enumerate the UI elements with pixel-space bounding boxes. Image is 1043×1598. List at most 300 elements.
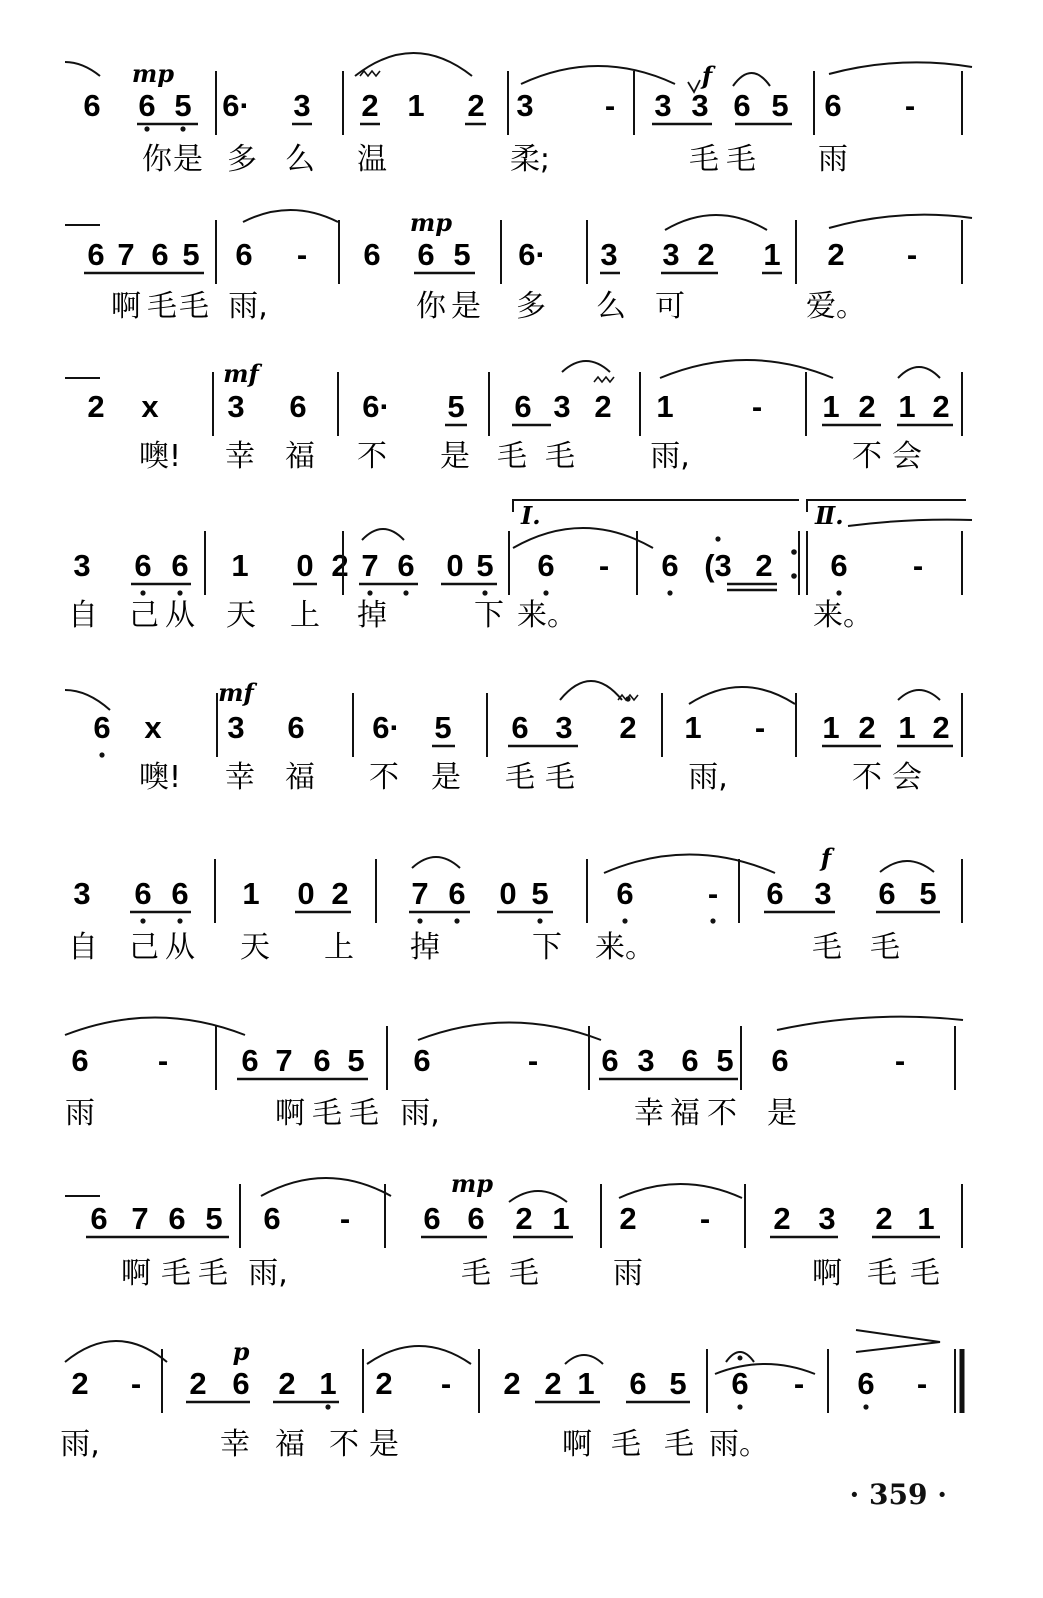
note: -	[157, 1043, 169, 1078]
lyric-syllable: 下	[532, 930, 562, 965]
note: 1	[917, 1201, 935, 1236]
note: 6	[171, 548, 189, 583]
lyric-syllable: 柔;	[509, 142, 551, 177]
note: 1	[898, 710, 916, 745]
note: 1	[822, 710, 840, 745]
note: 6	[681, 1043, 699, 1078]
octave-dot-low	[863, 1404, 868, 1409]
lyric-syllable: 雨,	[400, 1096, 440, 1131]
note: 6	[232, 1366, 250, 1401]
slur-arc	[829, 62, 972, 74]
slur-arc	[689, 687, 795, 704]
octave-dot-low	[325, 1404, 330, 1409]
lyric-syllable: 噢!	[138, 439, 182, 474]
note: 6	[878, 876, 896, 911]
note: 6	[313, 1043, 331, 1078]
octave-dot-low	[140, 918, 145, 923]
note: 6	[537, 548, 555, 583]
volta-label: Ⅰ.	[521, 501, 541, 530]
note: 3	[600, 237, 618, 272]
note: 6	[83, 88, 101, 123]
note: 6	[413, 1043, 431, 1078]
lyric-syllable: 不	[357, 439, 387, 474]
lyric-syllable: 啊	[111, 289, 141, 324]
slur-arc	[261, 1178, 391, 1196]
lyric-syllable: 是	[767, 1096, 797, 1131]
note: 3	[553, 389, 571, 424]
lyric-syllable: 来。	[595, 930, 655, 965]
lyric-syllable: 啊	[562, 1427, 592, 1462]
note: 0	[297, 876, 315, 911]
lyric-syllable: 是	[173, 142, 203, 177]
note: 6	[134, 548, 152, 583]
note: 6	[397, 548, 415, 583]
note: 6	[733, 88, 751, 123]
note: x	[144, 710, 162, 745]
octave-dot-low	[180, 126, 185, 131]
octave-dot-low	[737, 1404, 742, 1409]
volta-bracket	[513, 500, 799, 512]
lyric-syllable: 是	[440, 439, 470, 474]
slur-arc	[565, 1355, 603, 1364]
lyric-syllable: 雨,	[60, 1427, 100, 1462]
dynamic-marking: f	[820, 843, 832, 872]
lyric-syllable: 掉	[357, 598, 387, 633]
note: 1	[231, 548, 249, 583]
note: 3	[227, 710, 245, 745]
note: 5	[447, 389, 465, 424]
slur-arc	[848, 520, 972, 526]
note: 6	[93, 710, 111, 745]
note: 2	[858, 710, 876, 745]
lyric-syllable: 多	[516, 289, 546, 324]
lyric-syllable: 爱。	[806, 289, 866, 324]
music-system	[83, 59, 962, 177]
note: -	[296, 237, 308, 272]
note: 3	[293, 88, 311, 123]
dynamic-marking: mf	[223, 359, 259, 388]
note: 5	[174, 88, 192, 123]
music-system	[84, 208, 962, 324]
fermata-dot	[738, 1356, 743, 1361]
slur-arc	[65, 1018, 245, 1036]
slur-arc	[412, 857, 460, 868]
note: 3	[73, 876, 91, 911]
lyric-syllable: 你	[142, 142, 172, 177]
note: -	[751, 389, 763, 424]
note: 2	[278, 1366, 296, 1401]
lyric-syllable: 掉	[410, 930, 440, 965]
note: 6	[448, 876, 466, 911]
note: 7	[275, 1043, 293, 1078]
note: 6	[857, 1366, 875, 1401]
note: 2	[331, 876, 349, 911]
note: -	[699, 1201, 711, 1236]
decrescendo-hairpin	[856, 1330, 940, 1352]
note: (3	[704, 548, 732, 583]
lyric-syllable: 么	[285, 142, 315, 177]
dynamic-marking: mp	[131, 59, 175, 88]
lyric-syllable: 雨	[818, 142, 848, 177]
note: 7	[117, 237, 135, 272]
note: 5	[531, 876, 549, 911]
lyric-syllable: 雨,	[650, 439, 690, 474]
note: 3	[555, 710, 573, 745]
note: 3	[814, 876, 832, 911]
lyric-syllable: 己	[129, 930, 159, 965]
note: 2	[544, 1366, 562, 1401]
slur-arc	[418, 1023, 601, 1041]
repeat-dot	[791, 573, 797, 579]
octave-dot-low	[482, 590, 487, 595]
lyric-syllable: 雨,	[688, 760, 728, 795]
note: -	[906, 237, 918, 272]
note: -	[527, 1043, 539, 1078]
note: x	[141, 389, 159, 424]
dynamic-marking: mp	[409, 208, 453, 237]
note: -	[440, 1366, 452, 1401]
lyric-syllable: 可	[655, 289, 685, 324]
lyric-syllable: 幸	[225, 760, 255, 795]
note: 6	[601, 1043, 619, 1078]
lyric-syllable: 毛	[349, 1096, 379, 1131]
lyric-syllable: 下	[474, 598, 504, 633]
note: 6·	[222, 88, 250, 123]
note: 6	[151, 237, 169, 272]
slur-arc	[243, 210, 338, 222]
slur-arc	[65, 690, 110, 710]
music-system	[86, 1169, 962, 1291]
ornament-mark	[594, 377, 614, 382]
music-system	[93, 678, 962, 795]
lyric-syllable: 幸	[225, 439, 255, 474]
octave-dot-low	[140, 590, 145, 595]
note: 6·	[372, 710, 400, 745]
lyric-syllable: 雨,	[228, 289, 268, 324]
note: 6	[771, 1043, 789, 1078]
lyric-syllable: 啊	[121, 1256, 151, 1291]
note: 6	[731, 1366, 749, 1401]
lyric-syllable: 毛	[545, 760, 575, 795]
note: 3	[691, 88, 709, 123]
note: 6	[417, 237, 435, 272]
lyric-syllable: 不	[852, 439, 882, 474]
note: 1	[822, 389, 840, 424]
lyric-syllable: 啊	[812, 1256, 842, 1291]
note: 3	[516, 88, 534, 123]
note: 6	[168, 1201, 186, 1236]
slur-arc	[619, 1184, 742, 1198]
lyric-syllable: 雨。	[709, 1427, 769, 1462]
note: 1	[684, 710, 702, 745]
note: 1	[763, 237, 781, 272]
note: 6	[661, 548, 679, 583]
lyric-syllable: 毛	[461, 1256, 491, 1291]
octave-dot-low	[667, 590, 672, 595]
dynamic-marking: p	[232, 1337, 250, 1366]
slur-arc	[665, 215, 767, 230]
note: 2	[827, 237, 845, 272]
slur-arc	[660, 360, 833, 378]
lyric-syllable: 是	[451, 289, 481, 324]
note: 6	[287, 710, 305, 745]
note: 2	[932, 710, 950, 745]
music-system	[68, 843, 962, 965]
note: 6	[363, 237, 381, 272]
note: 7	[411, 876, 429, 911]
octave-dot-low	[403, 590, 408, 595]
music-system	[65, 1026, 955, 1131]
slur-arc	[513, 528, 653, 548]
note: 0	[296, 548, 314, 583]
note: 6	[830, 548, 848, 583]
lyric-syllable: 毛	[312, 1096, 342, 1131]
note: 3	[654, 88, 672, 123]
slur-arc	[880, 861, 934, 872]
lyric-syllable: 自	[68, 930, 98, 965]
lyric-syllable: 毛	[161, 1256, 191, 1291]
lyric-syllable: 毛	[147, 289, 177, 324]
lyric-syllable: 毛	[611, 1427, 641, 1462]
lyric-syllable: 来。	[517, 598, 577, 633]
note: 6	[71, 1043, 89, 1078]
note: 6	[90, 1201, 108, 1236]
note: 6	[511, 710, 529, 745]
lyric-syllable: 温	[357, 142, 387, 177]
lyric-syllable: 雨,	[248, 1256, 288, 1291]
note: 5	[347, 1043, 365, 1078]
note: 3	[637, 1043, 655, 1078]
note: 6	[824, 88, 842, 123]
octave-dot-low	[177, 590, 182, 595]
note: 5	[453, 237, 471, 272]
slur-arc	[65, 1341, 167, 1362]
octave-dot-low	[543, 590, 548, 595]
note: 2	[503, 1366, 521, 1401]
note: 2	[361, 88, 379, 123]
note: -	[793, 1366, 805, 1401]
note: 1	[656, 389, 674, 424]
note: 6	[423, 1201, 441, 1236]
note: 6	[629, 1366, 647, 1401]
lyric-syllable: 上	[324, 930, 354, 965]
note: 6	[616, 876, 634, 911]
slur-arc	[604, 855, 775, 874]
lyric-syllable: 你	[416, 289, 446, 324]
music-system	[60, 1337, 962, 1462]
lyric-syllable: 福	[285, 439, 315, 474]
lyric-syllable: 是	[369, 1427, 399, 1462]
note: 2	[515, 1201, 533, 1236]
note: 5	[919, 876, 937, 911]
note: 6	[134, 876, 152, 911]
note: 1	[552, 1201, 570, 1236]
note: 5	[205, 1201, 223, 1236]
octave-dot-low	[710, 918, 715, 923]
lyric-syllable: 噢!	[138, 760, 182, 795]
dynamic-marking: mp	[450, 1169, 494, 1198]
lyric-syllable: 不	[369, 760, 399, 795]
note: 5	[434, 710, 452, 745]
slur-arc	[777, 1017, 963, 1030]
page-number: · 359 ·	[849, 1478, 947, 1511]
lyric-syllable: 不	[707, 1096, 737, 1131]
note: 6	[263, 1201, 281, 1236]
octave-dot-low	[417, 918, 422, 923]
note: 7	[361, 548, 379, 583]
lyric-syllable: 雨	[65, 1096, 95, 1131]
note: 5	[182, 237, 200, 272]
slur-arc	[562, 361, 610, 372]
ornament-mark	[360, 71, 380, 76]
octave-dot-high	[715, 536, 720, 541]
note: -	[904, 88, 916, 123]
lyric-syllable: 多	[227, 142, 257, 177]
note: 2	[619, 710, 637, 745]
lyric-syllable: 毛	[179, 289, 209, 324]
lyric-syllable: 从	[165, 930, 195, 965]
lyric-syllable: 毛	[726, 142, 756, 177]
slur-arc	[521, 66, 675, 84]
note: 6	[289, 389, 307, 424]
lyric-syllable: 啊	[275, 1096, 305, 1131]
note: 2	[858, 389, 876, 424]
note: -	[604, 88, 616, 123]
octave-dot-low	[144, 126, 149, 131]
lyric-syllable: 福	[285, 760, 315, 795]
lyric-syllable: 福	[670, 1096, 700, 1131]
octave-dot-low	[177, 918, 182, 923]
note: 2	[773, 1201, 791, 1236]
lyric-syllable: 么	[596, 289, 626, 324]
note: 2	[331, 548, 349, 583]
lyric-syllable: 不	[852, 760, 882, 795]
lyric-syllable: 毛	[198, 1256, 228, 1291]
lyric-syllable: 毛	[689, 142, 719, 177]
note: 2	[875, 1201, 893, 1236]
note: 6	[235, 237, 253, 272]
note: 2	[697, 237, 715, 272]
lyric-syllable: 是	[431, 760, 461, 795]
octave-dot-low	[367, 590, 372, 595]
note: 1	[319, 1366, 337, 1401]
slur-arc	[65, 62, 100, 76]
lyric-syllable: 毛	[910, 1256, 940, 1291]
note: 3	[818, 1201, 836, 1236]
lyric-syllable: 幸	[220, 1427, 250, 1462]
lyric-syllable: 毛	[812, 930, 842, 965]
note: 3	[662, 237, 680, 272]
note: 2	[375, 1366, 393, 1401]
note: 5	[716, 1043, 734, 1078]
lyric-syllable: 己	[129, 598, 159, 633]
note: 5	[476, 548, 494, 583]
note: 2	[932, 389, 950, 424]
note: -	[912, 548, 924, 583]
octave-dot-low	[836, 590, 841, 595]
note: -	[894, 1043, 906, 1078]
lyric-syllable: 会	[892, 760, 922, 795]
lyric-syllable: 天	[240, 930, 270, 965]
note: 6	[87, 237, 105, 272]
volta-label: Ⅱ.	[815, 501, 844, 530]
note: 1	[898, 389, 916, 424]
lyric-syllable: 上	[290, 598, 320, 633]
note: 1	[407, 88, 425, 123]
note: 3	[227, 389, 245, 424]
dynamic-marking: mf	[218, 678, 254, 707]
note: 6	[514, 389, 532, 424]
octave-dot-low	[537, 918, 542, 923]
lyric-syllable: 毛	[664, 1427, 694, 1462]
note: -	[916, 1366, 928, 1401]
note: 6·	[518, 237, 546, 272]
note: 2	[755, 548, 773, 583]
note: 2	[619, 1201, 637, 1236]
note: 0	[499, 876, 517, 911]
lyric-syllable: 不	[329, 1427, 359, 1462]
note: 1	[242, 876, 260, 911]
slur-arc	[560, 681, 622, 700]
note: 6	[467, 1201, 485, 1236]
lyric-syllable: 幸	[634, 1096, 664, 1131]
music-system	[68, 500, 966, 633]
lyric-syllable: 天	[226, 598, 256, 633]
note: -	[707, 876, 719, 911]
octave-dot-low	[454, 918, 459, 923]
lyric-syllable: 毛	[870, 930, 900, 965]
note: 5	[669, 1366, 687, 1401]
note: 6	[138, 88, 156, 123]
lyric-syllable: 毛	[505, 760, 535, 795]
note: -	[130, 1366, 142, 1401]
lyric-syllable: 雨	[613, 1256, 643, 1291]
lyric-syllable: 福	[275, 1427, 305, 1462]
slur-arc	[898, 367, 940, 378]
note: 6	[171, 876, 189, 911]
note: 7	[131, 1201, 149, 1236]
note: -	[598, 548, 610, 583]
slur-arc	[733, 73, 770, 86]
lyric-syllable: 从	[165, 598, 195, 633]
note: 2	[594, 389, 612, 424]
lyric-syllable: 毛	[497, 439, 527, 474]
dynamic-marking: f	[701, 61, 713, 90]
note: 6	[766, 876, 784, 911]
slur-arc	[829, 215, 972, 228]
note: 6	[241, 1043, 259, 1078]
lyric-syllable: 会	[892, 439, 922, 474]
slur-arc	[898, 690, 940, 700]
note: 2	[467, 88, 485, 123]
note: 1	[577, 1366, 595, 1401]
slur-arc	[367, 1346, 471, 1364]
lyric-syllable: 来。	[813, 598, 873, 633]
note: 2	[87, 389, 105, 424]
octave-dot-low	[622, 918, 627, 923]
note: 2	[189, 1366, 207, 1401]
note: -	[754, 710, 766, 745]
note: 0	[446, 548, 464, 583]
lyric-syllable: 毛	[509, 1256, 539, 1291]
slur-arc	[362, 529, 404, 540]
octave-dot-low	[99, 752, 104, 757]
note: 6·	[362, 389, 390, 424]
note: -	[339, 1201, 351, 1236]
lyric-syllable: 毛	[545, 439, 575, 474]
note: 3	[73, 548, 91, 583]
lyric-syllable: 自	[68, 598, 98, 633]
